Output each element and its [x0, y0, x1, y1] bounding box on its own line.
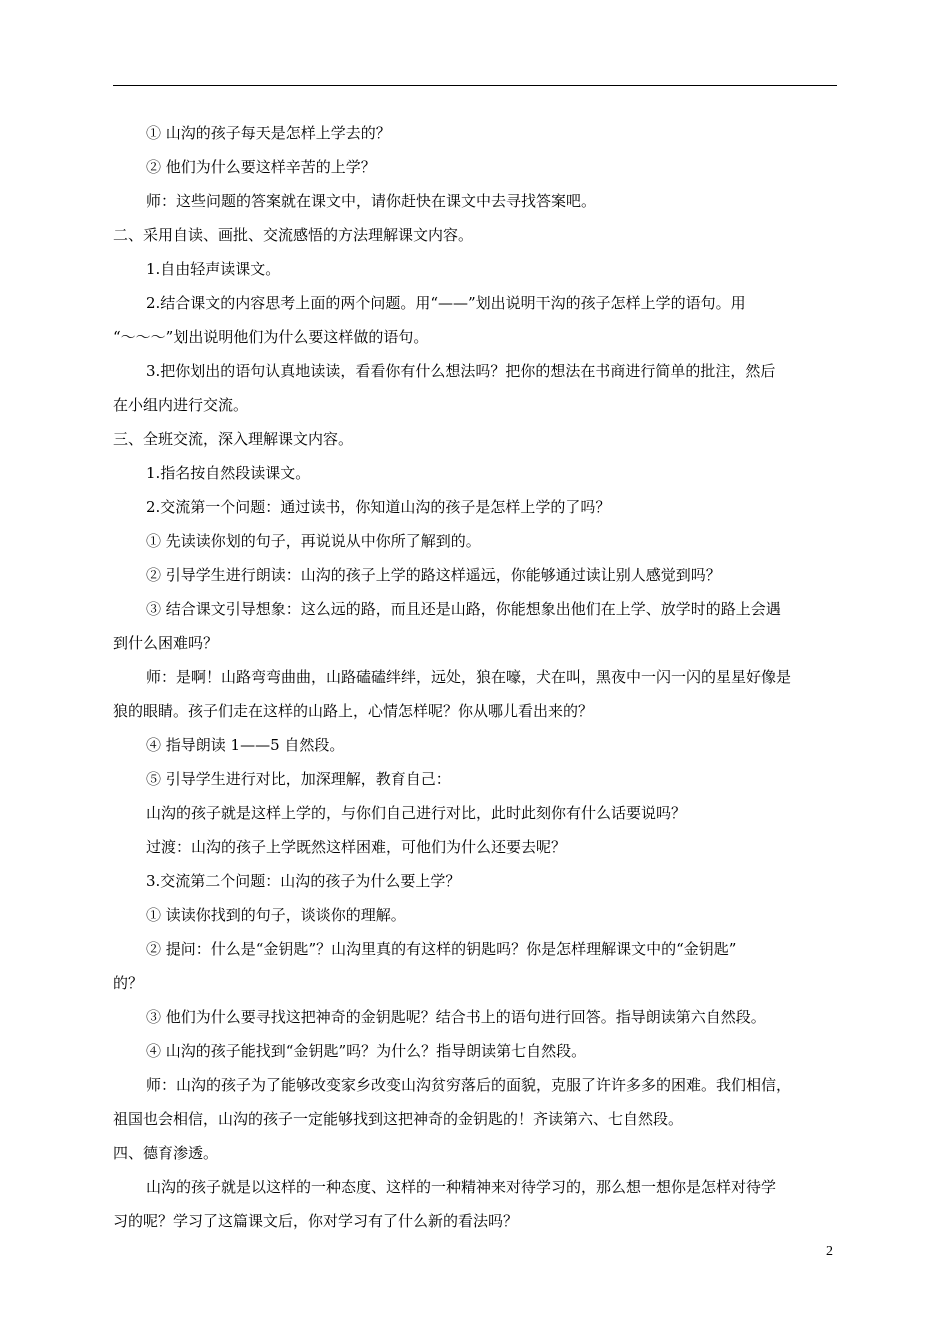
paragraph-line: ④ 指导朗读 1——5 自然段。	[146, 736, 345, 754]
paragraph-line: 师：这些问题的答案就在课文中，请你赶快在课文中去寻找答案吧。	[146, 192, 597, 210]
paragraph-line: 过渡：山沟的孩子上学既然这样困难，可他们为什么还要去呢？	[146, 838, 567, 856]
paragraph-line: “～～～”划出说明他们为什么要这样做的语句。	[113, 328, 429, 346]
paragraph-line: 1.指名按自然段读课文。	[146, 464, 311, 482]
paragraph-line: 2.结合课文的内容思考上面的两个问题。用“——”划出说明干沟的孩子怎样上学的语句。用	[146, 294, 746, 312]
paragraph-line: ③ 他们为什么要寻找这把神奇的金钥匙呢？结合书上的语句进行回答。指导朗读第六自然段。	[146, 1008, 766, 1026]
paragraph-line: ① 山沟的孩子每天是怎样上学去的？	[146, 124, 391, 142]
paragraph-line: 在小组内进行交流。	[113, 396, 249, 414]
paragraph-line: 师：是啊！山路弯弯曲曲，山路磕磕绊绊，远处，狼在嚎，犬在叫，黑夜中一闪一闪的星星好像是	[146, 668, 792, 686]
paragraph-line: 到什么困难吗？	[113, 634, 219, 652]
paragraph-line: 三、全班交流，深入理解课文内容。	[113, 430, 354, 448]
paragraph-line: ③ 结合课文引导想象：这么远的路，而且还是山路，你能想象出他们在上学、放学时的路上会遇	[146, 600, 781, 618]
paragraph-line: 3.交流第二个问题：山沟的孩子为什么要上学？	[146, 872, 461, 890]
paragraph-line: ② 引导学生进行朗读：山沟的孩子上学的路这样遥远，你能够通过读让别人感觉到吗？	[146, 566, 721, 584]
paragraph-line: 山沟的孩子就是这样上学的，与你们自己进行对比，此时此刻你有什么话要说吗？	[146, 804, 687, 822]
paragraph-line: 祖国也会相信，山沟的孩子一定能够找到这把神奇的金钥匙的！齐读第六、七自然段。	[113, 1110, 684, 1128]
paragraph-line: ② 他们为什么要这样辛苦的上学？	[146, 158, 376, 176]
document-body	[113, 116, 837, 1238]
paragraph-line: ⑤ 引导学生进行对比，加深理解，教育自己：	[146, 770, 451, 788]
paragraph-line: ① 先读读你划的句子，再说说从中你所了解到的。	[146, 532, 481, 550]
paragraph-line: 山沟的孩子就是以这样的一种态度、这样的一种精神来对待学习的，那么想一想你是怎样对待学	[146, 1178, 777, 1196]
paragraph-line: 二、采用自读、画批、交流感悟的方法理解课文内容。	[113, 226, 474, 244]
page-number: 2	[826, 1244, 833, 1259]
header-rule	[113, 85, 837, 86]
paragraph-line: 四、德育渗透。	[113, 1144, 219, 1162]
paragraph-line: ④ 山沟的孩子能找到“金钥匙”吗？为什么？指导朗读第七自然段。	[146, 1042, 587, 1060]
paragraph-line: 狼的眼睛。孩子们走在这样的山路上，心情怎样呢？你从哪儿看出来的？	[113, 702, 594, 720]
paragraph-line: 2.交流第一个问题：通过读书，你知道山沟的孩子是怎样上学的了吗？	[146, 498, 611, 516]
paragraph-line: 1.自由轻声读课文。	[146, 260, 281, 278]
paragraph-line: ② 提问：什么是“金钥匙”？山沟里真的有这样的钥匙吗？你是怎样理解课文中的“金钥匙”	[146, 940, 737, 958]
paragraph-line: 的？	[113, 974, 144, 992]
paragraph-line: 3.把你划出的语句认真地读读，看看你有什么想法吗？把你的想法在书商进行简单的批注，然后	[146, 362, 776, 380]
paragraph-line: ① 读读你找到的句子，谈谈你的理解。	[146, 906, 406, 924]
paragraph-line: 师：山沟的孩子为了能够改变家乡改变山沟贫穷落后的面貌，克服了许许多多的困难。我们相信，	[146, 1076, 792, 1094]
paragraph-line: 习的呢？学习了这篇课文后，你对学习有了什么新的看法吗？	[113, 1212, 519, 1230]
